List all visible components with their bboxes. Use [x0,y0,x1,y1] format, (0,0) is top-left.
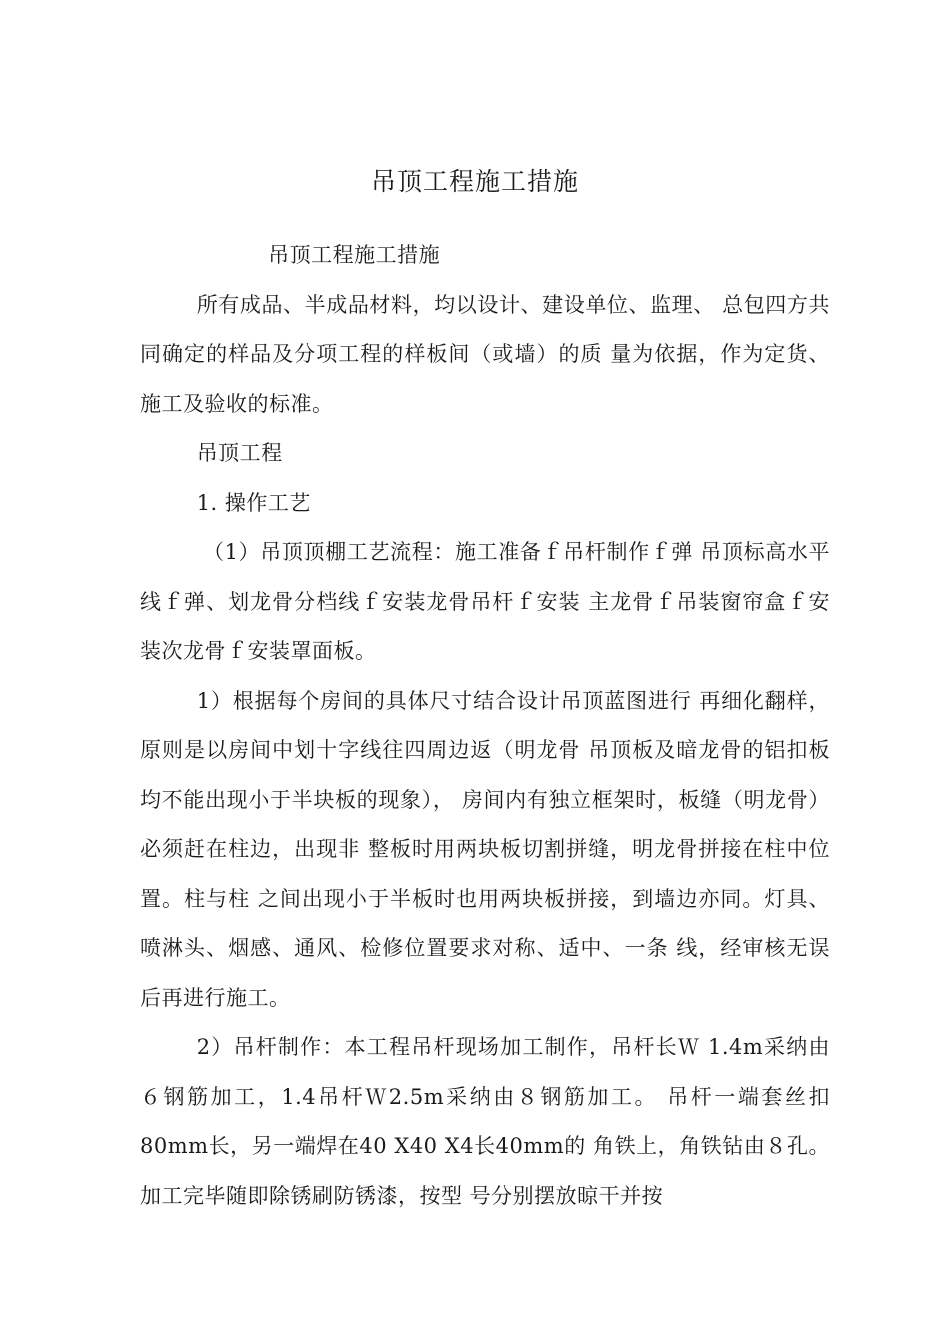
layout-paragraph: 1）根据每个房间的具体尺寸结合设计吊顶蓝图进行 再细化翻样，原则是以房间中划十字线往四周边返（明龙骨 吊顶板及暗龙骨的铝扣板均不能出现小于半块板的现象）， 房间内有独立框架时，板缝（明龙骨）必须赶在柱边，出现非 整板时用两块板切割拼缝，明龙骨拼接在柱中位置。柱与柱 之间出现小于半板时也用两块板拼接，到墙边亦同。灯具、 喷淋头、烟感、通风、检修位置要求对称、适中、一条 线，经审核无误后再进行施工。 [140,688,830,1010]
process-flow-paragraph: （1）吊顶顶棚工艺流程：施工准备ｆ吊杆制作ｆ弹 吊顶标高水平线ｆ弹、划龙骨分档线ｆ安装龙骨吊杆ｆ安装 主龙骨ｆ吊装窗帘盒ｆ安装次龙骨ｆ安装罩面板。 [140,540,830,663]
subtitle-paragraph: 吊顶工程施工措施 [268,243,441,267]
subsection-heading-paragraph: 1. 操作工艺 [196,490,311,515]
section-heading-paragraph: 吊顶工程 [196,441,283,465]
document-body [140,231,830,1221]
hanger-rod-paragraph: 2）吊杆制作：本工程吊杆现场加工制作，吊杆长Ｗ 1.4m采纳由６钢筋加工，1.4吊杆Ｗ2.5m采纳由８钢筋加工。 吊杆一端套丝扣80mm长，另一端焊在40 X40 X4长40mm的 角铁上，角铁钻由８孔。加工完毕随即除锈刷防锈漆，按型 号分别摆放晾干并按 [140,1035,830,1208]
document-title: 吊顶工程施工措施 [370,167,579,196]
intro-paragraph: 所有成品、半成品材料，均以设计、建设单位、监理、 总包四方共同确定的样品及分项工程的样板间（或墙）的质 量为依据，作为定货、施工及验收的标准。 [140,292,830,416]
